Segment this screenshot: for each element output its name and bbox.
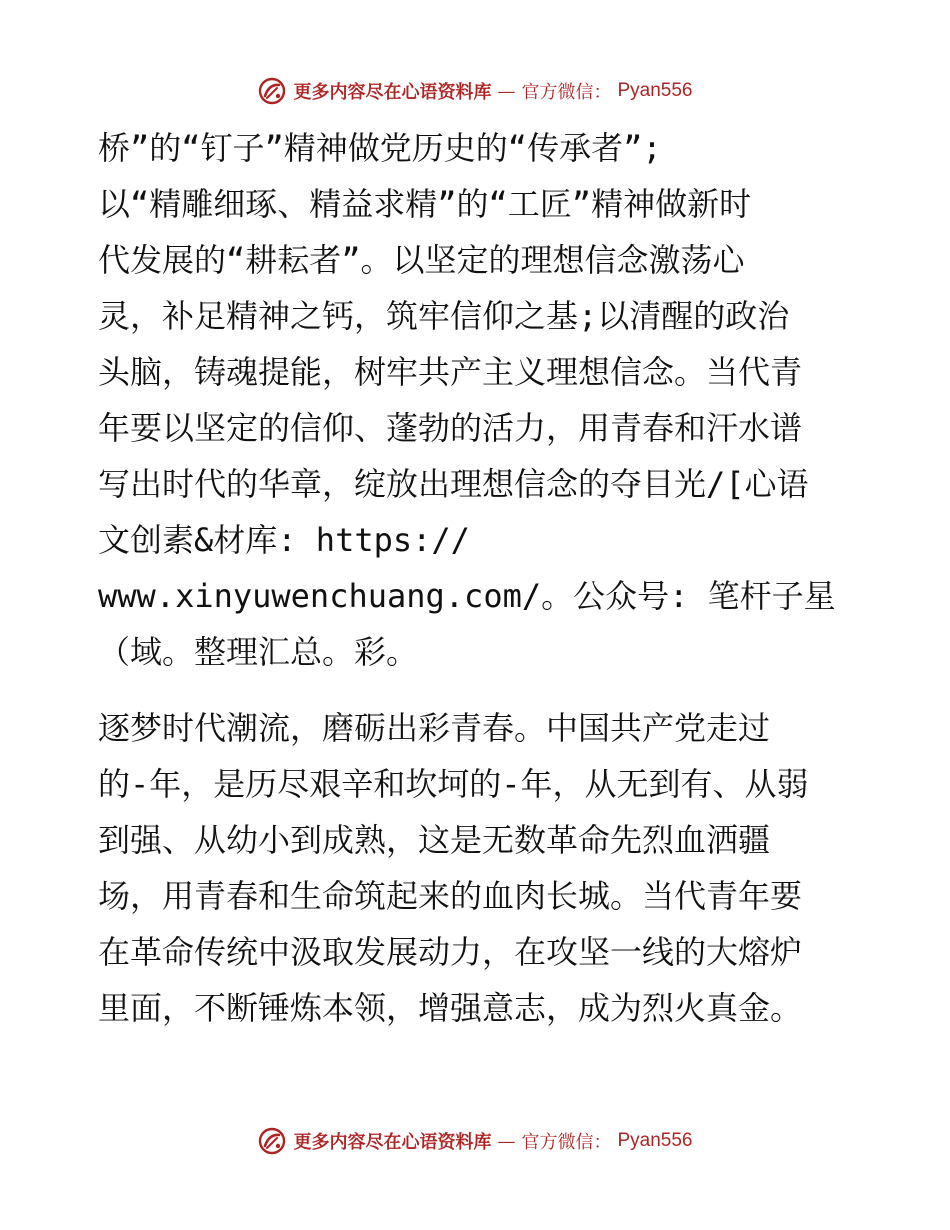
paragraph [98,700,858,1036]
seal-logo-icon [257,1126,287,1156]
paragraph [98,120,858,680]
text-line: 写出时代的华章，绽放出理想信念的夺目光/[心语 [98,465,809,503]
banner-wechat-id: Pyan556 [617,1130,693,1151]
banner-title: 更多内容尽在心语资料库 [293,82,492,103]
text-line: 代发展的“耕耘者”。以坚定的理想信念激荡心 [98,241,745,279]
text-line: 里面，不断锤炼本领，增强意志，成为烈火真金。 [98,989,803,1027]
text-line: 灵，补足精神之钙，筑牢信仰之基;以清醒的政治 [98,297,790,335]
banner-dash: — [497,1130,516,1152]
text-line: 的-年，是历尽艰辛和坎坷的-年，从无到有、从弱 [98,765,809,803]
banner-title: 更多内容尽在心语资料库 [293,1132,492,1153]
document-body [98,120,858,1036]
text-line: www.xinyuwenchuang.com/。公众号: 笔杆子星 [98,577,836,615]
footer-banner [0,1124,950,1158]
text-line: 桥”的“钉子”精神做党历史的“传承者”; [98,129,662,167]
banner-dash: — [497,80,516,102]
text-line: 场，用青春和生命筑起来的血肉长城。当代青年要 [98,877,803,915]
text-line: 文创素&材库: https:// [98,521,470,559]
text-line: 以“精雕细琢、精益求精”的“工匠”精神做新时 [98,185,752,223]
paragraph-spacer [98,680,858,700]
banner-wechat-label: 官方微信： [521,1132,612,1153]
text-line: 逐梦时代潮流，磨砺出彩青春。中国共产党走过 [98,709,771,747]
text-line: 到强、从幼小到成熟，这是无数革命先烈血洒疆 [98,821,771,859]
banner-wechat-label: 官方微信： [521,82,612,103]
text-line: 在革命传统中汲取发展动力，在攻坚一线的大熔炉 [98,933,803,971]
banner-wechat-id: Pyan556 [617,80,693,101]
text-line: （域。整理汇总。彩。 [98,633,419,671]
text-line: 年要以坚定的信仰、蓬勃的活力，用青春和汗水谱 [98,409,803,447]
text-line: 头脑，铸魂提能，树牢共产主义理想信念。当代青 [98,353,803,391]
seal-logo-icon [257,76,287,106]
header-banner [0,74,950,108]
